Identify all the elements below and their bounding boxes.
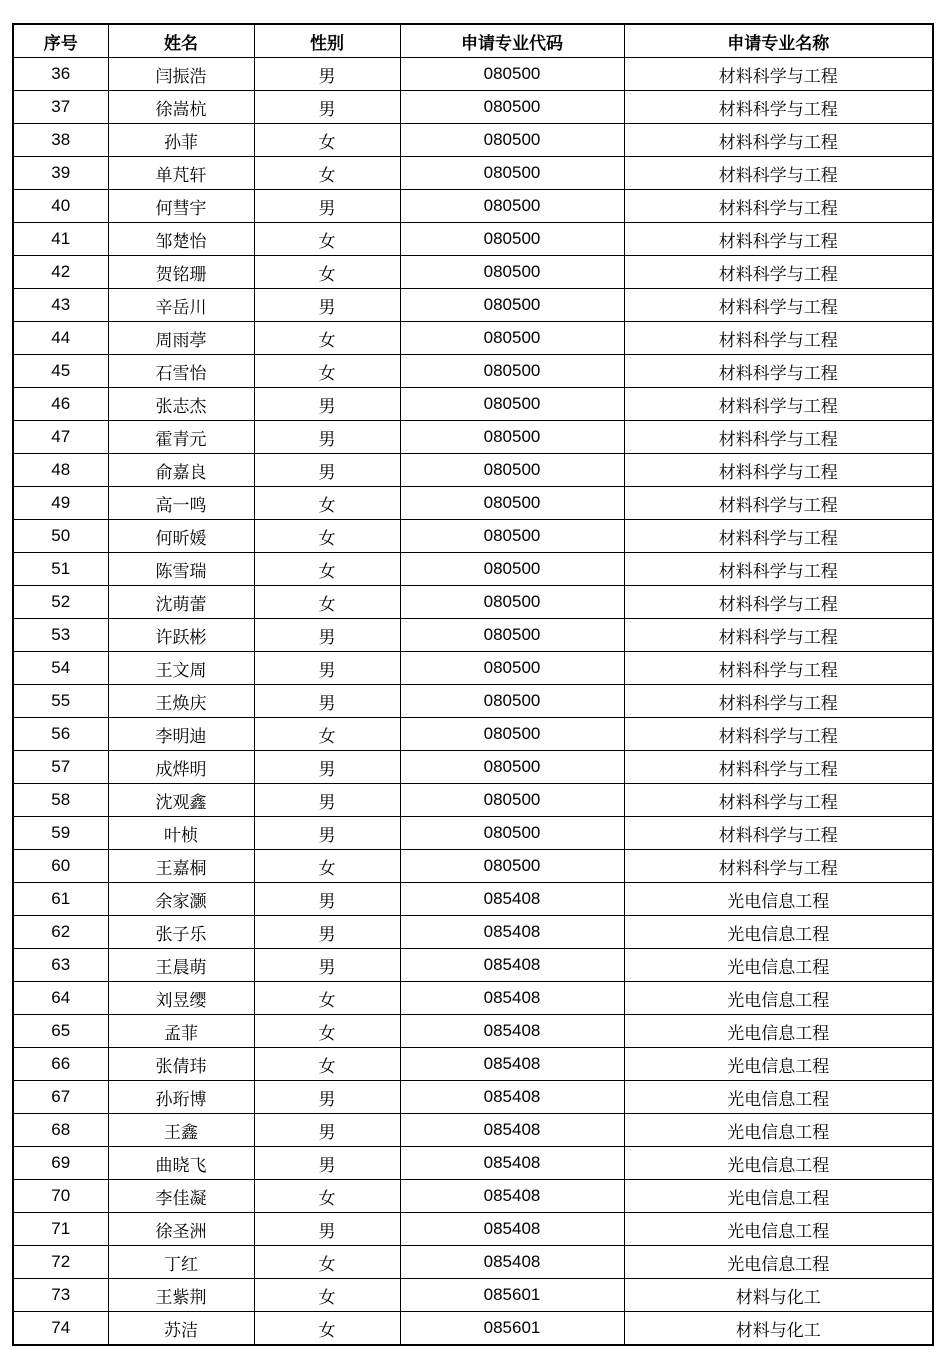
cell-major-code: 080500: [400, 553, 624, 586]
cell-seq: 51: [13, 553, 108, 586]
cell-major-name: 材料科学与工程: [624, 520, 933, 553]
cell-seq: 55: [13, 685, 108, 718]
cell-name: 王晨萌: [108, 949, 254, 982]
cell-major-name: 材料科学与工程: [624, 190, 933, 223]
cell-major-name: 材料科学与工程: [624, 223, 933, 256]
table-row: [13, 289, 933, 322]
cell-major-code: 080500: [400, 850, 624, 883]
table-row: [13, 883, 933, 916]
table-row: [13, 322, 933, 355]
cell-major-code: 080500: [400, 685, 624, 718]
cell-gender: 男: [254, 1114, 400, 1147]
table-row: [13, 817, 933, 850]
cell-major-name: 材料科学与工程: [624, 718, 933, 751]
cell-major-code: 080500: [400, 652, 624, 685]
cell-major-code: 085408: [400, 1114, 624, 1147]
cell-gender: 男: [254, 619, 400, 652]
cell-seq: 66: [13, 1048, 108, 1081]
cell-major-name: 材料科学与工程: [624, 355, 933, 388]
cell-name: 王鑫: [108, 1114, 254, 1147]
cell-major-code: 080500: [400, 355, 624, 388]
header-name: 姓名: [108, 24, 254, 58]
cell-major-code: 080500: [400, 784, 624, 817]
cell-major-code: 080500: [400, 520, 624, 553]
cell-name: 王文周: [108, 652, 254, 685]
cell-name: 苏洁: [108, 1312, 254, 1346]
cell-gender: 男: [254, 685, 400, 718]
cell-gender: 男: [254, 916, 400, 949]
table-row: [13, 256, 933, 289]
table-row: [13, 124, 933, 157]
cell-seq: 56: [13, 718, 108, 751]
cell-major-code: 085408: [400, 916, 624, 949]
cell-seq: 74: [13, 1312, 108, 1346]
cell-gender: 女: [254, 322, 400, 355]
cell-major-name: 光电信息工程: [624, 1147, 933, 1180]
table-row: [13, 1048, 933, 1081]
cell-gender: 女: [254, 520, 400, 553]
cell-major-name: 光电信息工程: [624, 1081, 933, 1114]
table-row: [13, 157, 933, 190]
cell-major-code: 080500: [400, 124, 624, 157]
cell-major-code: 085408: [400, 1048, 624, 1081]
cell-major-code: 085601: [400, 1312, 624, 1346]
cell-name: 高一鸣: [108, 487, 254, 520]
cell-major-code: 080500: [400, 289, 624, 322]
cell-major-code: 085408: [400, 949, 624, 982]
cell-name: 张倩玮: [108, 1048, 254, 1081]
cell-gender: 女: [254, 1279, 400, 1312]
cell-major-name: 材料科学与工程: [624, 322, 933, 355]
cell-name: 单芃轩: [108, 157, 254, 190]
cell-major-code: 085408: [400, 982, 624, 1015]
cell-major-name: 光电信息工程: [624, 916, 933, 949]
cell-major-name: 材料科学与工程: [624, 124, 933, 157]
cell-gender: 男: [254, 1147, 400, 1180]
cell-name: 张志杰: [108, 388, 254, 421]
cell-major-name: 材料科学与工程: [624, 586, 933, 619]
table-row: [13, 850, 933, 883]
cell-name: 何彗宇: [108, 190, 254, 223]
applicant-table: [12, 23, 934, 1346]
cell-major-code: 080500: [400, 91, 624, 124]
cell-name: 刘昱缨: [108, 982, 254, 1015]
cell-name: 叶桢: [108, 817, 254, 850]
table-row: [13, 520, 933, 553]
cell-major-name: 光电信息工程: [624, 1015, 933, 1048]
cell-gender: 女: [254, 124, 400, 157]
cell-major-name: 材料科学与工程: [624, 553, 933, 586]
cell-major-name: 材料科学与工程: [624, 256, 933, 289]
cell-gender: 男: [254, 1081, 400, 1114]
cell-name: 丁红: [108, 1246, 254, 1279]
cell-major-code: 085408: [400, 883, 624, 916]
cell-major-name: 材料科学与工程: [624, 652, 933, 685]
table-row: [13, 619, 933, 652]
cell-gender: 女: [254, 718, 400, 751]
cell-major-code: 080500: [400, 223, 624, 256]
table-row: [13, 190, 933, 223]
cell-seq: 42: [13, 256, 108, 289]
cell-gender: 女: [254, 1246, 400, 1279]
table-row: [13, 685, 933, 718]
cell-seq: 49: [13, 487, 108, 520]
table-row: [13, 355, 933, 388]
cell-gender: 男: [254, 652, 400, 685]
cell-name: 辛岳川: [108, 289, 254, 322]
cell-seq: 60: [13, 850, 108, 883]
cell-seq: 40: [13, 190, 108, 223]
table-row: [13, 91, 933, 124]
table-row: [13, 1015, 933, 1048]
cell-major-code: 085601: [400, 1279, 624, 1312]
cell-major-code: 085408: [400, 1081, 624, 1114]
cell-name: 何昕媛: [108, 520, 254, 553]
cell-seq: 64: [13, 982, 108, 1015]
table-row: [13, 751, 933, 784]
cell-gender: 女: [254, 1312, 400, 1346]
cell-seq: 38: [13, 124, 108, 157]
cell-seq: 41: [13, 223, 108, 256]
cell-name: 周雨葶: [108, 322, 254, 355]
cell-seq: 53: [13, 619, 108, 652]
table-row: [13, 553, 933, 586]
cell-gender: 女: [254, 1015, 400, 1048]
cell-major-name: 材料科学与工程: [624, 421, 933, 454]
header-major-name: 申请专业名称: [624, 24, 933, 58]
cell-seq: 59: [13, 817, 108, 850]
table-row: [13, 982, 933, 1015]
cell-seq: 63: [13, 949, 108, 982]
table-row: [13, 718, 933, 751]
cell-seq: 70: [13, 1180, 108, 1213]
cell-gender: 男: [254, 91, 400, 124]
table-row: [13, 388, 933, 421]
cell-gender: 男: [254, 421, 400, 454]
cell-name: 成烨明: [108, 751, 254, 784]
table-row: [13, 949, 933, 982]
cell-major-code: 080500: [400, 751, 624, 784]
table-row: [13, 784, 933, 817]
cell-major-name: 材料科学与工程: [624, 817, 933, 850]
cell-gender: 女: [254, 586, 400, 619]
cell-major-code: 080500: [400, 718, 624, 751]
table-row: [13, 652, 933, 685]
cell-gender: 女: [254, 982, 400, 1015]
cell-name: 霍青元: [108, 421, 254, 454]
cell-gender: 女: [254, 1048, 400, 1081]
cell-seq: 44: [13, 322, 108, 355]
cell-gender: 女: [254, 553, 400, 586]
cell-seq: 48: [13, 454, 108, 487]
table-row: [13, 487, 933, 520]
cell-major-name: 材料科学与工程: [624, 157, 933, 190]
cell-major-name: 光电信息工程: [624, 982, 933, 1015]
cell-seq: 50: [13, 520, 108, 553]
cell-gender: 男: [254, 289, 400, 322]
cell-name: 徐嵩杭: [108, 91, 254, 124]
cell-major-name: 光电信息工程: [624, 949, 933, 982]
cell-name: 张子乐: [108, 916, 254, 949]
cell-major-name: 光电信息工程: [624, 1114, 933, 1147]
cell-major-code: 080500: [400, 190, 624, 223]
cell-name: 石雪怡: [108, 355, 254, 388]
cell-major-name: 材料科学与工程: [624, 850, 933, 883]
cell-seq: 62: [13, 916, 108, 949]
cell-gender: 男: [254, 190, 400, 223]
table-row: [13, 1279, 933, 1312]
cell-major-name: 材料科学与工程: [624, 685, 933, 718]
cell-major-code: 080500: [400, 388, 624, 421]
cell-major-name: 光电信息工程: [624, 1048, 933, 1081]
cell-gender: 男: [254, 1213, 400, 1246]
cell-major-name: 材料科学与工程: [624, 487, 933, 520]
cell-name: 陈雪瑞: [108, 553, 254, 586]
cell-seq: 69: [13, 1147, 108, 1180]
cell-major-code: 080500: [400, 421, 624, 454]
table-row: [13, 1081, 933, 1114]
cell-gender: 女: [254, 850, 400, 883]
cell-name: 贺铭珊: [108, 256, 254, 289]
table-row: [13, 454, 933, 487]
cell-seq: 65: [13, 1015, 108, 1048]
table-row: [13, 1213, 933, 1246]
cell-gender: 男: [254, 817, 400, 850]
cell-seq: 45: [13, 355, 108, 388]
cell-seq: 67: [13, 1081, 108, 1114]
header-major-code: 申请专业代码: [400, 24, 624, 58]
cell-major-code: 085408: [400, 1147, 624, 1180]
header-gender: 性别: [254, 24, 400, 58]
cell-name: 沈萌蕾: [108, 586, 254, 619]
cell-gender: 女: [254, 223, 400, 256]
cell-major-name: 材料科学与工程: [624, 619, 933, 652]
cell-seq: 37: [13, 91, 108, 124]
cell-major-code: 080500: [400, 256, 624, 289]
table-row: [13, 1312, 933, 1346]
cell-major-name: 材料科学与工程: [624, 91, 933, 124]
cell-gender: 女: [254, 355, 400, 388]
cell-name: 徐圣洲: [108, 1213, 254, 1246]
cell-name: 曲晓飞: [108, 1147, 254, 1180]
table-row: [13, 586, 933, 619]
cell-name: 王紫荆: [108, 1279, 254, 1312]
cell-name: 李佳凝: [108, 1180, 254, 1213]
cell-major-code: 085408: [400, 1246, 624, 1279]
cell-seq: 46: [13, 388, 108, 421]
cell-gender: 男: [254, 58, 400, 91]
table-row: [13, 421, 933, 454]
cell-gender: 男: [254, 388, 400, 421]
cell-major-code: 080500: [400, 586, 624, 619]
cell-name: 孙珩博: [108, 1081, 254, 1114]
cell-major-code: 080500: [400, 322, 624, 355]
table-row: [13, 1114, 933, 1147]
cell-seq: 68: [13, 1114, 108, 1147]
table-row: [13, 223, 933, 256]
cell-gender: 男: [254, 751, 400, 784]
table-row: [13, 1147, 933, 1180]
cell-seq: 54: [13, 652, 108, 685]
cell-seq: 61: [13, 883, 108, 916]
cell-major-code: 085408: [400, 1015, 624, 1048]
header-seq: 序号: [13, 24, 108, 58]
cell-name: 许跃彬: [108, 619, 254, 652]
cell-gender: 女: [254, 157, 400, 190]
header-row: [13, 24, 933, 58]
cell-seq: 52: [13, 586, 108, 619]
cell-gender: 女: [254, 1180, 400, 1213]
cell-seq: 71: [13, 1213, 108, 1246]
cell-major-name: 材料科学与工程: [624, 388, 933, 421]
cell-name: 邹楚怡: [108, 223, 254, 256]
cell-seq: 47: [13, 421, 108, 454]
cell-major-code: 080500: [400, 58, 624, 91]
cell-major-name: 光电信息工程: [624, 1180, 933, 1213]
table-row: [13, 1246, 933, 1279]
cell-gender: 男: [254, 454, 400, 487]
cell-seq: 43: [13, 289, 108, 322]
cell-major-name: 材料与化工: [624, 1279, 933, 1312]
cell-seq: 57: [13, 751, 108, 784]
table-row: [13, 1180, 933, 1213]
table-body: [13, 58, 933, 1346]
cell-name: 余家灏: [108, 883, 254, 916]
cell-major-name: 材料科学与工程: [624, 289, 933, 322]
cell-name: 沈观鑫: [108, 784, 254, 817]
cell-gender: 女: [254, 487, 400, 520]
cell-major-name: 材料科学与工程: [624, 751, 933, 784]
cell-major-code: 080500: [400, 619, 624, 652]
cell-major-name: 材料科学与工程: [624, 784, 933, 817]
cell-major-name: 材料科学与工程: [624, 58, 933, 91]
cell-name: 孙菲: [108, 124, 254, 157]
cell-name: 俞嘉良: [108, 454, 254, 487]
cell-major-name: 光电信息工程: [624, 1213, 933, 1246]
table-row: [13, 916, 933, 949]
cell-gender: 男: [254, 784, 400, 817]
cell-gender: 男: [254, 883, 400, 916]
table-header: [13, 24, 933, 58]
cell-major-code: 080500: [400, 487, 624, 520]
cell-seq: 73: [13, 1279, 108, 1312]
cell-major-code: 085408: [400, 1180, 624, 1213]
cell-seq: 36: [13, 58, 108, 91]
cell-gender: 男: [254, 949, 400, 982]
cell-major-name: 光电信息工程: [624, 1246, 933, 1279]
cell-major-name: 材料科学与工程: [624, 454, 933, 487]
cell-seq: 39: [13, 157, 108, 190]
cell-gender: 女: [254, 256, 400, 289]
cell-name: 李明迪: [108, 718, 254, 751]
cell-major-name: 光电信息工程: [624, 883, 933, 916]
cell-name: 孟菲: [108, 1015, 254, 1048]
cell-name: 王嘉桐: [108, 850, 254, 883]
cell-name: 闫振浩: [108, 58, 254, 91]
cell-major-code: 080500: [400, 157, 624, 190]
cell-seq: 58: [13, 784, 108, 817]
cell-major-code: 080500: [400, 817, 624, 850]
table-row: [13, 58, 933, 91]
cell-seq: 72: [13, 1246, 108, 1279]
cell-major-code: 080500: [400, 454, 624, 487]
cell-major-name: 材料与化工: [624, 1312, 933, 1346]
cell-name: 王焕庆: [108, 685, 254, 718]
cell-major-code: 085408: [400, 1213, 624, 1246]
